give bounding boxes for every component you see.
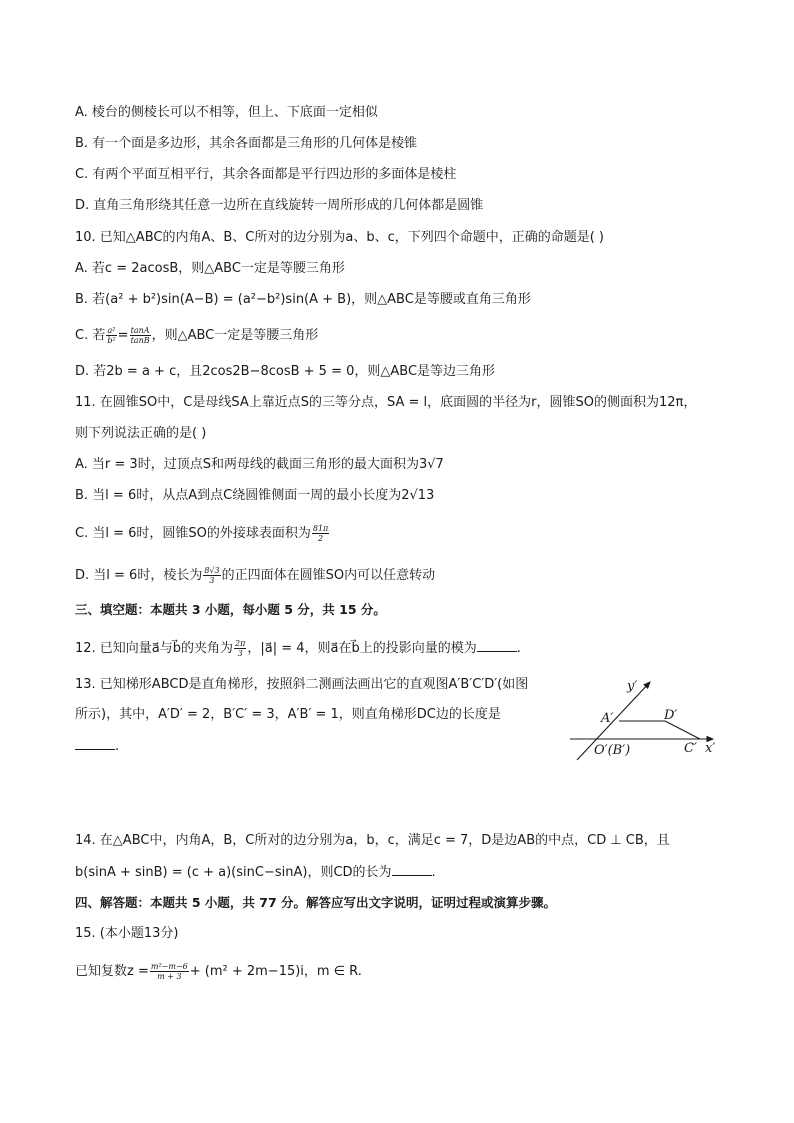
q12-end: . bbox=[516, 641, 521, 656]
q15-stem bbox=[75, 962, 362, 981]
fraction-denominator: tanB bbox=[130, 336, 150, 345]
section-3-heading: 三、填空题：本题共 3 小题，每小题 5 分，共 15 分。 bbox=[75, 602, 386, 617]
q10-option-c bbox=[75, 326, 318, 345]
fraction-denominator: 3 bbox=[209, 576, 215, 585]
q14-line-1: 14. 在△ABC中，内角A，B，C所对的边分别为a，b，c，满足c = 7，D是边AB的中点，CD ⊥ CB，且 bbox=[75, 833, 670, 848]
q9-option-d: D. 直角三角形绕其任意一边所在直线旋转一周所形成的几何体都是圆锥 bbox=[75, 198, 484, 213]
oblique-projection-diagram bbox=[565, 672, 730, 767]
fraction-numerator: 8√3 bbox=[204, 566, 220, 575]
fraction-denominator: 3 bbox=[237, 649, 243, 658]
q11-d-fraction bbox=[203, 566, 220, 585]
q12-fraction bbox=[234, 639, 246, 658]
q15-suffix: + (m² + 2m−15)i，m ∈ R. bbox=[189, 964, 362, 979]
label-a: A′ bbox=[601, 711, 614, 726]
q10-c-suffix: ，则△ABC一定是等腰三角形 bbox=[151, 328, 319, 343]
q15-prefix: 已知复数z = bbox=[75, 964, 149, 979]
label-d: D′ bbox=[664, 708, 678, 723]
q11-stem-line-1: 11. 在圆锥SO中，C是母线SA上靠近点S的三等分点，SA = l，底面圆的半径为r，圆锥SO的侧面积为12π， bbox=[75, 395, 697, 410]
q14-line-2 bbox=[75, 862, 436, 882]
fraction-numerator: tanA bbox=[130, 326, 150, 335]
label-origin: O′(B′) bbox=[594, 743, 631, 758]
q10-c-equals: = bbox=[117, 328, 129, 343]
q10-option-a: A. 若c = 2acosB，则△ABC一定是等腰三角形 bbox=[75, 261, 345, 276]
q15-heading: 15. (本小题13分) bbox=[75, 926, 179, 941]
q11-option-d bbox=[75, 566, 435, 585]
q11-c-fraction bbox=[312, 524, 329, 543]
q11-d-suffix: 的正四面体在圆锥SO内可以任意转动 bbox=[221, 568, 436, 583]
q13-line-2: 所示)，其中，A′D′ = 2，B′C′ = 3，A′B′ = 1，则直角梯形DC边的长度是 bbox=[75, 707, 501, 722]
q13-blank-line bbox=[75, 736, 119, 756]
q10-option-b: B. 若(a² + b²)sin(A−B) = (a²−b²)sin(A + B)，则△ABC是等腰或直角三角形 bbox=[75, 292, 531, 307]
section-4-heading: 四、解答题：本题共 5 小题，共 77 分。解答应写出文字说明，证明过程或演算步骤。 bbox=[75, 895, 557, 910]
q11-option-a: A. 当r = 3时，过顶点S和两母线的截面三角形的最大面积为3√7 bbox=[75, 457, 444, 472]
q14-line-2-text: b(sinA + sinB) = (c + a)(sinC−sinA)，则CD的长为 bbox=[75, 865, 392, 880]
q13-line-1: 13. 已知梯形ABCD是直角梯形，按照斜二测画法画出它的直观图A′B′C′D′(如图 bbox=[75, 677, 529, 692]
label-x-axis: x′ bbox=[705, 741, 716, 756]
q11-option-b: B. 当l = 6时，从点A到点C绕圆锥侧面一周的最小长度为2√13 bbox=[75, 488, 435, 503]
fraction-denominator: b² bbox=[107, 336, 116, 345]
q11-stem-line-2: 则下列说法正确的是( ) bbox=[75, 426, 207, 441]
q10-c-fraction-2 bbox=[130, 326, 151, 345]
q13-end: . bbox=[115, 739, 120, 754]
fraction-numerator: a² bbox=[107, 326, 116, 335]
q9-option-c: C. 有两个平面互相平行，其余各面都是平行四边形的多面体是棱柱 bbox=[75, 167, 457, 182]
label-c: C′ bbox=[684, 741, 697, 756]
q12 bbox=[75, 638, 521, 658]
q14-end: . bbox=[431, 865, 436, 880]
fraction-denominator: 2 bbox=[318, 534, 324, 543]
answer-blank bbox=[392, 862, 432, 876]
q10-stem: 10. 已知△ABC的内角A、B、C所对的边分别为a、b、c，下列四个命题中，正确的命题是( ) bbox=[75, 230, 604, 245]
fraction-denominator: m + 3 bbox=[157, 972, 182, 981]
q12-prefix: 12. 已知向量a⃗与b⃗的夹角为 bbox=[75, 641, 234, 656]
q10-c-fraction-1 bbox=[106, 326, 116, 345]
q10-option-d: D. 若2b = a + c，且2cos2B−8cosB + 5 = 0，则△ABC是等边三角形 bbox=[75, 364, 496, 379]
answer-blank bbox=[477, 638, 517, 652]
q11-option-c bbox=[75, 524, 330, 543]
q9-option-b: B. 有一个面是多边形，其余各面都是三角形的几何体是棱锥 bbox=[75, 136, 418, 151]
fraction-numerator: 2π bbox=[235, 639, 246, 648]
q15-fraction bbox=[150, 962, 189, 981]
q9-option-a: A. 棱台的侧棱长可以不相等，但上、下底面一定相似 bbox=[75, 105, 378, 120]
fraction-numerator: m²−m−6 bbox=[150, 962, 188, 971]
label-y-axis: y′ bbox=[627, 679, 638, 694]
q10-c-prefix: C. 若 bbox=[75, 328, 106, 343]
segment-d-c bbox=[665, 721, 700, 739]
answer-blank bbox=[75, 736, 115, 750]
q12-suffix: ，|a⃗| = 4，则a⃗在b⃗上的投影向量的模为 bbox=[247, 641, 477, 656]
fraction-numerator: 81π bbox=[312, 524, 329, 533]
q11-d-prefix: D. 当l = 6时，棱长为 bbox=[75, 568, 203, 583]
q11-c-prefix: C. 当l = 6时，圆锥SO的外接球表面积为 bbox=[75, 526, 311, 541]
